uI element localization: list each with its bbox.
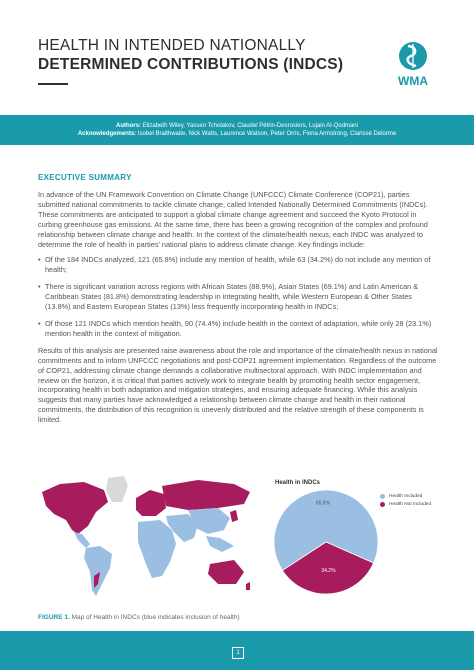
map-north-america bbox=[42, 482, 108, 534]
authors-label: Authors: bbox=[116, 123, 142, 129]
caption-label: FIGURE 1. bbox=[38, 614, 70, 621]
document-title bbox=[38, 36, 368, 85]
chart-title: Health in INDCs bbox=[275, 480, 321, 486]
map-europe bbox=[136, 490, 166, 516]
map-south-america bbox=[84, 546, 112, 596]
title-line-1: HEALTH IN INTENDED NATIONALLY bbox=[38, 37, 306, 54]
legend-item-not-included bbox=[380, 502, 431, 507]
finding-item: • Of those 121 INDCs which mention health, 90 (74.4%) include health in the context of adaptation, while only 28 (23.1%) mention health in the context of mitigation. bbox=[38, 319, 438, 339]
pie-data-label: 34.2% bbox=[321, 568, 336, 575]
authors-names: Elizabeth Wiley, Yassen Tcholakov, Claudel Pétrin-Desrosiers, Lujain Al-Qodmani bbox=[142, 123, 358, 129]
map-russia bbox=[162, 480, 250, 510]
executive-summary bbox=[38, 160, 438, 425]
legend-item-included bbox=[380, 494, 431, 499]
footer-band bbox=[0, 631, 474, 670]
map-greenland bbox=[106, 476, 128, 502]
pie-chart bbox=[270, 472, 450, 602]
section-heading: EXECUTIVE SUMMARY bbox=[38, 173, 132, 182]
finding-item: • Of the 184 INDCs analyzed, 121 (65.8%) include any mention of health, while 63 (34.2%) do not include any mention of health; bbox=[38, 255, 438, 275]
page-number: 1 bbox=[232, 647, 244, 659]
map-central-america bbox=[74, 532, 90, 548]
authors-line bbox=[0, 122, 474, 130]
logo-text: WMA bbox=[398, 74, 428, 88]
conclusion-paragraph: Results of this analysis are presented raise awareness about the role and importance of the climate/health nexus in national commitments and to inform UNFCCC negotiations and post-COP21 agreement implementation. Regardless of the outcome of COP21, addressing climate change demands a collaborative multisectoral approach. With INDC implementation and review on the horizon, it is critical that parties actively work to integrate health by promoting health sector engagement, incorporating health in both adaptation and mitigation strategies, and ensuring adequate financing. While this analysis suggests that many parties have acknowledged a relationship between climate change and health in their national commitments, the distribution of this recognition is unevenly distributed and the relative strength of these components is limited. bbox=[38, 345, 438, 425]
acknowledgements-label: Acknowledgements: bbox=[77, 131, 137, 138]
intro-paragraph: In advance of the UN Framework Convention on Climate Change (UNFCCC) Climate Conference (COP21), parties submitted national commitments to tackle climate change, called Intended Nationally Determined Commitments (INDCs). These commitments are anticipated to support a global climate change agreement and succeed the Kyoto Protocol in curbing greenhouse gas emissions. At the same time, there has been a growing recognition of the complex and profound relationship between climate change and health. In the context of the climate/health nexus, each INDC was analyzed to determine the role of health in parties' national plans to address climate change. Key findings include: bbox=[38, 190, 428, 249]
finding-item: • There is significant variation across regions with African States (88.9%), Asian States (69.1%) and Latin American & Caribbean States (81.8%) demonstrating leadership in integrating health, while Western European & Other States (13.8%) and Eastern European States (13%) less frequently incorporating health in INDCs; bbox=[38, 282, 438, 312]
authors-band bbox=[0, 115, 474, 145]
legend-label: Health Not Included bbox=[389, 502, 432, 507]
chart-legend bbox=[380, 494, 431, 510]
map-japan bbox=[230, 510, 238, 522]
pie-data-label: 65.8% bbox=[315, 500, 331, 507]
pie-chart-block bbox=[270, 472, 450, 602]
legend-swatch bbox=[380, 494, 385, 499]
map-southeast-asia bbox=[206, 536, 234, 552]
caption-text: Map of Health in INDCs (blue indicates inclusion of health) bbox=[71, 614, 240, 621]
wma-logo bbox=[385, 36, 441, 92]
key-findings-list bbox=[38, 255, 438, 338]
world-map bbox=[38, 472, 256, 602]
map-africa bbox=[138, 520, 176, 578]
legend-label: Health Included bbox=[389, 494, 423, 499]
figure-caption bbox=[38, 614, 240, 621]
acknowledgements-names: Isobel Braithwaite, Nick Watts, Laurence Watson, Peter Orris, Fiona Armstrong, Clarissé Delorme bbox=[137, 131, 397, 138]
title-line-2: DETERMINED CONTRIBUTIONS (INDCS) bbox=[38, 56, 344, 73]
map-new-zealand bbox=[246, 582, 250, 590]
legend-swatch bbox=[380, 502, 385, 507]
acknowledgements-line bbox=[0, 130, 474, 138]
map-australia bbox=[208, 560, 244, 584]
title-divider bbox=[38, 83, 68, 85]
